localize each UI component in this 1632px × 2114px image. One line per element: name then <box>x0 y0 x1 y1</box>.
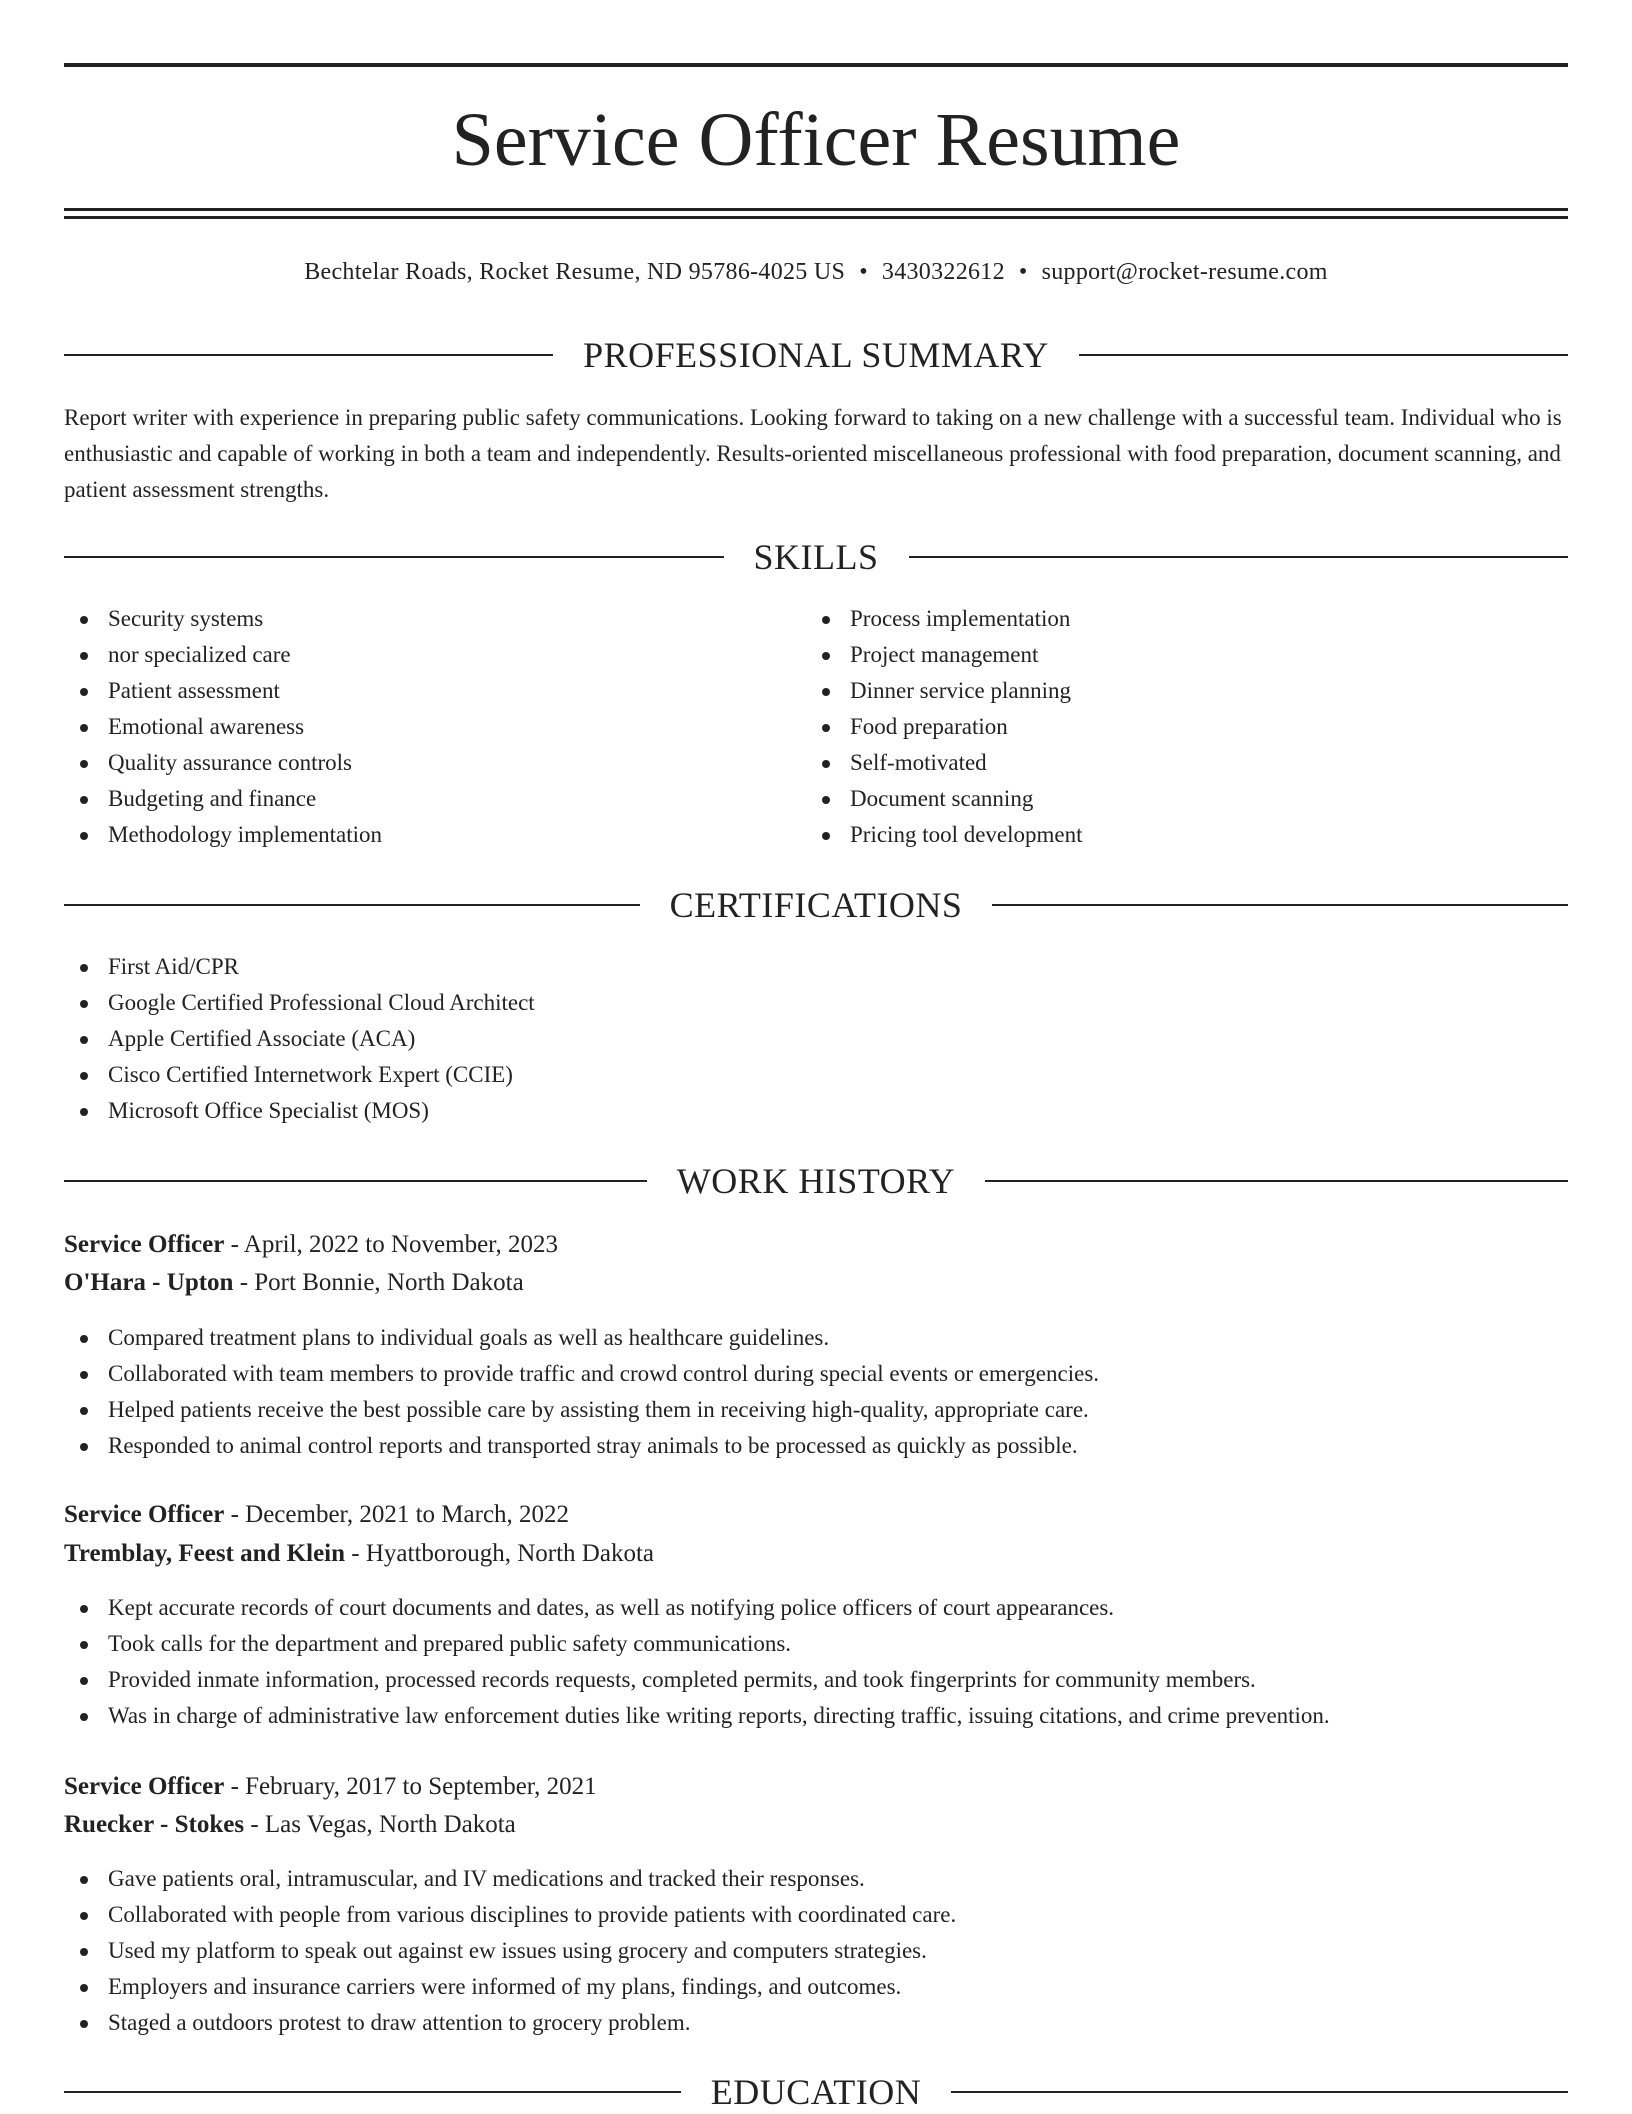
job-bullet: Used my platform to speak out against ew issues using grocery and computers strategies. <box>64 1933 1568 1969</box>
job-title-line <box>64 1768 1568 1806</box>
section-title: CERTIFICATIONS <box>669 885 963 925</box>
job-title: Service Officer <box>64 1773 225 1800</box>
heading-rule <box>64 556 724 558</box>
certifications-list <box>64 949 1568 1129</box>
job-bullets <box>64 1861 1568 2041</box>
job-title: Service Officer <box>64 1501 225 1528</box>
job-title-line <box>64 1226 1568 1264</box>
job-bullet: Compared treatment plans to individual goals as well as healthcare guidelines. <box>64 1320 1568 1356</box>
job-dates: - April, 2022 to November, 2023 <box>224 1231 559 1258</box>
certification-item: Cisco Certified Internetwork Expert (CCIE) <box>64 1057 1568 1093</box>
section-heading-skills <box>64 535 1568 579</box>
certification-item: First Aid/CPR <box>64 949 1568 985</box>
skill-item: Patient assessment <box>64 673 764 709</box>
skill-item: Security systems <box>64 601 764 637</box>
summary-text: Report writer with experience in preparing public safety communications. Looking forward to taking on a new challenge with a successful team. Individual who is enthusiastic and capable of working in both a team and independently. Results-oriented miscellaneous professional with food preparation, document scanning, and patient assessment strengths. <box>64 405 1562 502</box>
heading-rule <box>64 904 640 906</box>
certification-item: Microsoft Office Specialist (MOS) <box>64 1093 1568 1129</box>
job-title-line <box>64 1496 1568 1534</box>
contact-line <box>64 254 1568 290</box>
certification-item: Apple Certified Associate (ACA) <box>64 1021 1568 1057</box>
skill-item: Food preparation <box>806 709 1566 745</box>
contact-email: support@rocket-resume.com <box>1041 259 1328 285</box>
heading-rule <box>992 904 1568 906</box>
skill-item: Pricing tool development <box>806 817 1566 853</box>
job-bullet: Collaborated with team members to provide traffic and crowd control during special events or emergencies. <box>64 1356 1568 1392</box>
skill-item: Budgeting and finance <box>64 781 764 817</box>
contact-phone: 3430322612 <box>881 259 1005 285</box>
job-employer: O'Hara - Upton <box>64 1269 234 1296</box>
job-bullet: Provided inmate information, processed records requests, completed permits, and took fingerprints for community members. <box>64 1662 1568 1698</box>
section-heading-work <box>64 1159 1568 1203</box>
job-bullet: Gave patients oral, intramuscular, and IV medications and tracked their responses. <box>64 1861 1568 1897</box>
section-heading-education <box>64 2070 1568 2114</box>
job-location: - Hyattborough, North Dakota <box>345 1540 654 1567</box>
job-bullet: Helped patients receive the best possible care by assisting them in receiving high-quality, appropriate care. <box>64 1392 1568 1428</box>
skill-item: Methodology implementation <box>64 817 764 853</box>
job-location: - Port Bonnie, North Dakota <box>233 1269 524 1296</box>
heading-rule <box>909 556 1569 558</box>
heading-rule <box>64 2091 681 2093</box>
page-title: Service Officer Resume <box>451 98 1181 182</box>
skill-item: Project management <box>806 637 1566 673</box>
job-bullet: Kept accurate records of court documents and dates, as well as notifying police officers of court appearances. <box>64 1590 1568 1626</box>
job-bullet: Took calls for the department and prepared public safety communications. <box>64 1626 1568 1662</box>
job-bullet: Staged a outdoors protest to draw attention to grocery problem. <box>64 2005 1568 2041</box>
job-bullet: Responded to animal control reports and transported stray animals to be processed as quickly as possible. <box>64 1428 1568 1464</box>
contact-address: Bechtelar Roads, Rocket Resume, ND 95786-4025 US <box>304 259 846 285</box>
section-title: PROFESSIONAL SUMMARY <box>583 335 1049 375</box>
job-bullet: Collaborated with people from various disciplines to provide patients with coordinated care. <box>64 1897 1568 1933</box>
job-dates: - February, 2017 to September, 2021 <box>224 1773 597 1800</box>
job-bullets <box>64 1590 1568 1734</box>
title-rule-lower <box>64 216 1568 219</box>
contact-separator: • <box>1018 259 1028 285</box>
job-location: - Las Vegas, North Dakota <box>244 1811 516 1838</box>
skill-item: Dinner service planning <box>806 673 1566 709</box>
job-employer: Ruecker - Stokes <box>64 1811 245 1838</box>
job-employer-line <box>64 1264 1568 1302</box>
skill-item: Process implementation <box>806 601 1566 637</box>
heading-rule <box>985 1180 1568 1182</box>
skill-item: Self-motivated <box>806 745 1566 781</box>
certification-item: Google Certified Professional Cloud Architect <box>64 985 1568 1021</box>
job-title: Service Officer <box>64 1231 225 1258</box>
skill-item: Document scanning <box>806 781 1566 817</box>
title-rule-upper <box>64 208 1568 211</box>
job-bullet: Was in charge of administrative law enforcement duties like writing reports, directing traffic, issuing citations, and crime prevention. <box>64 1698 1568 1734</box>
heading-rule <box>64 1180 647 1182</box>
job-dates: - December, 2021 to March, 2022 <box>224 1501 570 1528</box>
section-title: EDUCATION <box>710 2072 922 2112</box>
contact-separator: • <box>859 259 868 285</box>
heading-rule <box>1079 354 1568 356</box>
section-title: WORK HISTORY <box>676 1161 956 1201</box>
section-heading-summary <box>64 333 1568 377</box>
section-heading-certifications <box>64 883 1568 927</box>
job-employer-line <box>64 1806 1568 1844</box>
job-employer: Tremblay, Feest and Klein <box>64 1540 346 1567</box>
job-bullet: Employers and insurance carriers were informed of my plans, findings, and outcomes. <box>64 1969 1568 2005</box>
heading-rule <box>951 2091 1568 2093</box>
skills-list-right <box>806 601 1566 853</box>
job-employer-line <box>64 1535 1568 1573</box>
skill-item: Emotional awareness <box>64 709 764 745</box>
section-title: SKILLS <box>753 537 879 577</box>
heading-rule <box>64 354 553 356</box>
skills-list-left <box>64 601 764 853</box>
skill-item: nor specialized care <box>64 637 764 673</box>
job-bullets <box>64 1320 1568 1464</box>
skill-item: Quality assurance controls <box>64 745 764 781</box>
top-rule <box>64 63 1568 67</box>
